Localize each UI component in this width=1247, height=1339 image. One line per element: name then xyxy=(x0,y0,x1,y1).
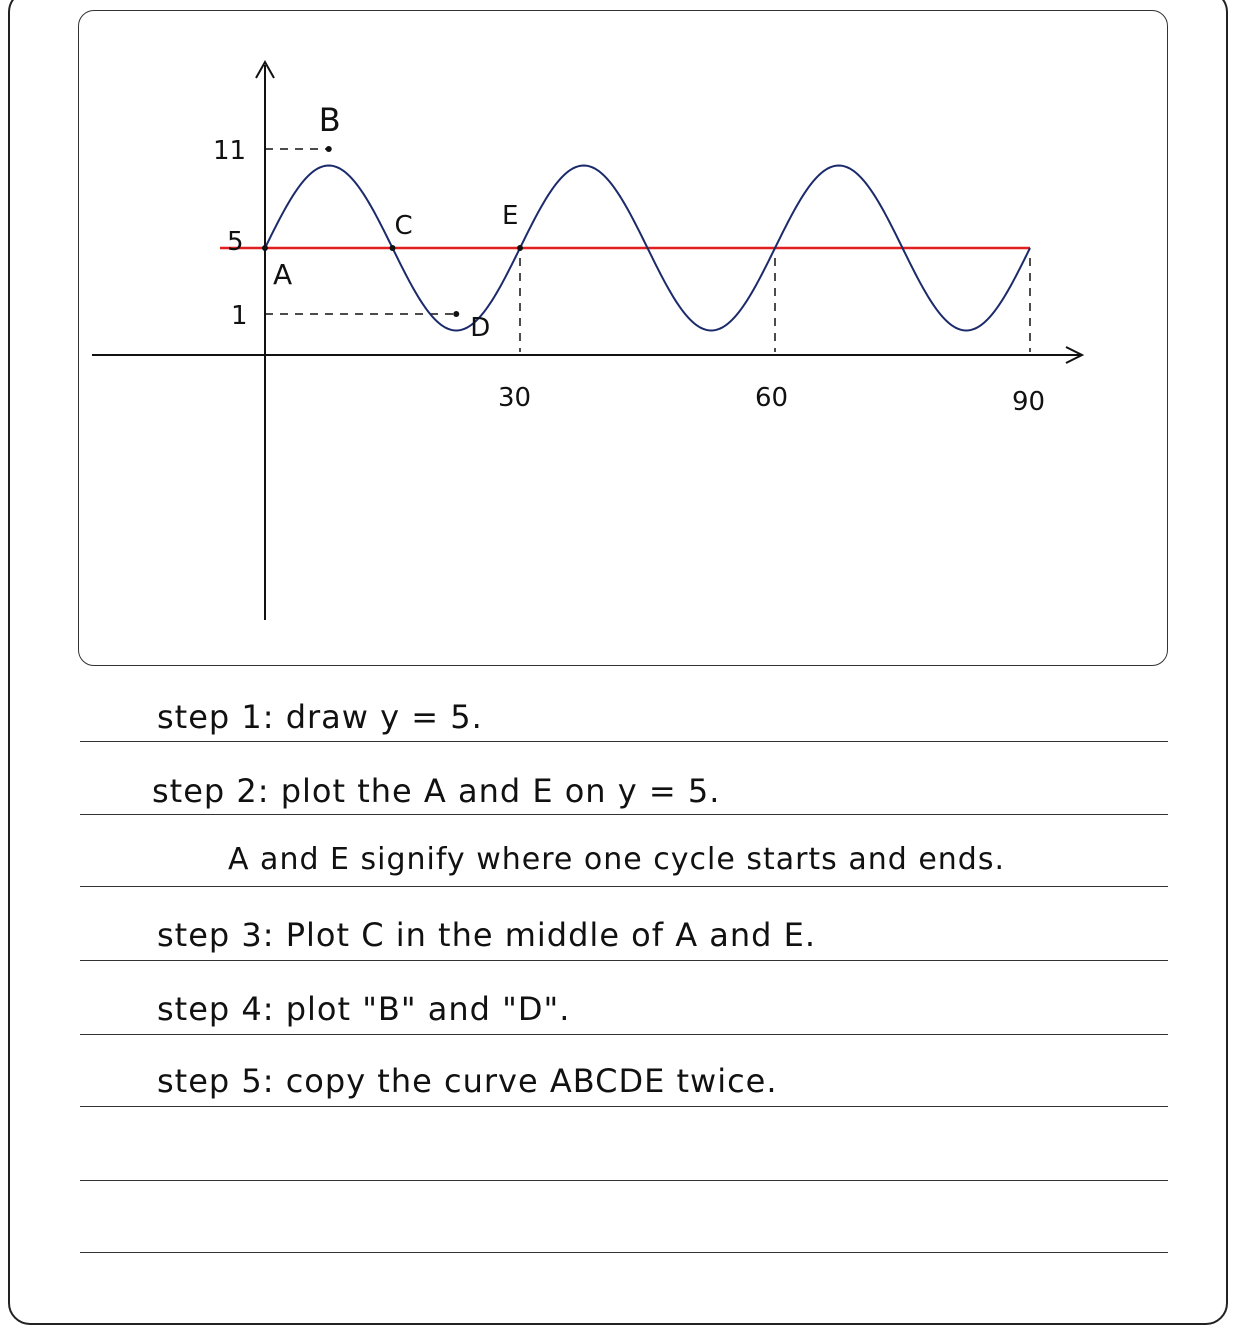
ruled-line xyxy=(80,741,1168,742)
point-label-d: D xyxy=(470,313,491,343)
point-e xyxy=(517,245,523,251)
ruled-line xyxy=(80,1180,1168,1181)
step-1-text: step 1: draw y = 5. xyxy=(157,698,483,736)
step-4-text: step 4: plot "B" and "D". xyxy=(157,990,571,1028)
point-a xyxy=(262,245,268,251)
y-tick-label: 5 xyxy=(227,227,244,257)
ruled-line xyxy=(80,886,1168,887)
step-3-text: step 3: Plot C in the middle of A and E. xyxy=(157,916,817,954)
step-2-text: step 2: plot the A and E on y = 5. xyxy=(152,772,721,810)
step-2-note-text: A and E signify where one cycle starts and ends. xyxy=(228,842,1006,877)
point-c xyxy=(390,245,396,251)
point-label-e: E xyxy=(502,201,519,231)
point-label-c: C xyxy=(394,211,413,241)
x-tick-label: 90 xyxy=(1012,387,1046,417)
y-tick-label: 11 xyxy=(213,136,247,166)
x-tick-label: 60 xyxy=(755,383,789,413)
point-d xyxy=(453,311,459,317)
ruled-line xyxy=(80,960,1168,961)
ruled-line xyxy=(80,1106,1168,1107)
point-label-b: B xyxy=(318,101,341,139)
y-tick-label: 1 xyxy=(231,301,248,331)
step-5-text: step 5: copy the curve ABCDE twice. xyxy=(157,1062,778,1100)
point-label-a: A xyxy=(273,258,293,291)
x-tick-label: 30 xyxy=(498,383,532,413)
ruled-line xyxy=(80,1034,1168,1035)
point-b xyxy=(326,146,332,152)
ruled-line xyxy=(80,1252,1168,1253)
ruled-line xyxy=(80,814,1168,815)
